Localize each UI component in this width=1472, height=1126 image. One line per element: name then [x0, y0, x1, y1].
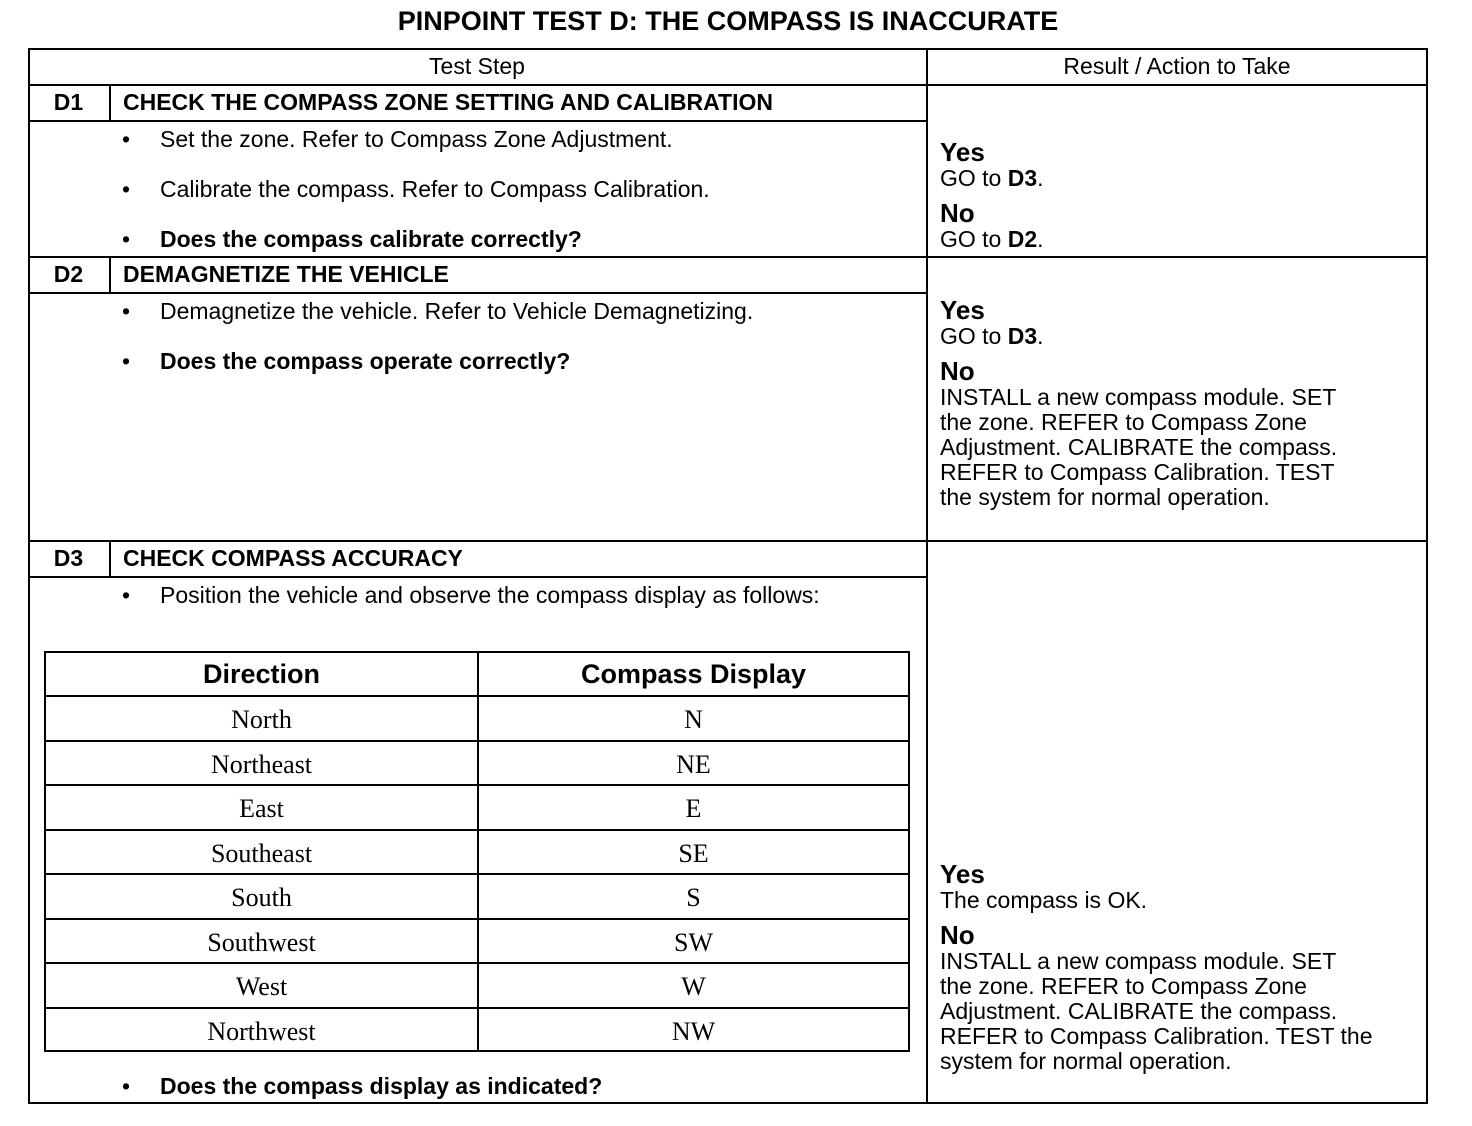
- step-title-d1: CHECK THE COMPASS ZONE SETTING AND CALIBRATION: [123, 89, 773, 115]
- bullet-question: Does the compass calibrate correctly?: [160, 226, 582, 252]
- no-action-line: the zone. REFER to Compass Zone: [940, 973, 1307, 999]
- yes-target: D3: [1007, 323, 1038, 349]
- direction-cell: Northwest: [207, 1017, 316, 1046]
- header-test-step: Test Step: [429, 53, 525, 79]
- no-label: No: [940, 920, 975, 950]
- yes-action: The compass is OK.: [940, 887, 1148, 913]
- d2-result: [940, 296, 1337, 510]
- compass-display-cell: N: [684, 705, 703, 734]
- d3-id-divider: [109, 540, 111, 578]
- step-title-d2: DEMAGNETIZE THE VEHICLE: [123, 261, 449, 287]
- direction-column-header: Direction: [202, 659, 321, 689]
- no-action-line: system for normal operation.: [940, 1048, 1232, 1074]
- no-action-line: Adjustment. CALIBRATE the compass.: [940, 434, 1338, 460]
- bullet-question: Does the compass display as indicated?: [160, 1073, 603, 1099]
- direction-cell: North: [231, 705, 292, 734]
- d2-d3-divider: [28, 540, 1428, 542]
- bullet-dot: •: [122, 1073, 131, 1099]
- yes-action: GO to D3.: [940, 323, 1044, 349]
- direction-table-row-divider: [46, 1007, 908, 1009]
- yes-prefix: GO to: [940, 165, 1008, 191]
- header-result: Result / Action to Take: [1063, 53, 1291, 79]
- bullet-text: Demagnetize the vehicle. Refer to Vehicle Demagnetizing.: [160, 298, 754, 324]
- bullet-dot: •: [122, 298, 131, 324]
- d2-title-divider: [28, 292, 927, 294]
- compass-display-cell: NW: [671, 1017, 716, 1046]
- no-action-line: the system for normal operation.: [940, 484, 1270, 510]
- direction-table-row-divider: [46, 962, 908, 964]
- bullet-dot: •: [122, 226, 131, 252]
- d1-result: [940, 138, 1044, 252]
- yes-label: Yes: [940, 295, 985, 325]
- direction-table-row-divider: [46, 829, 908, 831]
- direction-table-row-divider: [46, 784, 908, 786]
- no-action-line: INSTALL a new compass module. SET: [940, 384, 1337, 410]
- yes-label: Yes: [940, 859, 985, 889]
- no-action-line: REFER to Compass Calibration. TEST: [940, 459, 1335, 485]
- direction-table: [44, 651, 910, 1052]
- direction-table-row-divider: [46, 918, 908, 920]
- direction-table-header-divider: [46, 695, 908, 697]
- yes-target: D3: [1007, 165, 1038, 191]
- bullet-text: Position the vehicle and observe the compass display as follows:: [160, 582, 820, 608]
- yes-label: Yes: [940, 137, 985, 167]
- no-action: GO to D2.: [940, 226, 1044, 252]
- compass-display-cell: S: [686, 883, 701, 912]
- bullet-text: Calibrate the compass. Refer to Compass Calibration.: [160, 176, 710, 202]
- d2-id-divider: [109, 256, 111, 294]
- header-divider: [28, 84, 1428, 86]
- d1-id-divider: [109, 84, 111, 122]
- d1-d2-divider: [28, 256, 1428, 258]
- compass-display-cell: NE: [676, 750, 711, 779]
- d1-title-divider: [28, 120, 927, 122]
- bullet-dot: •: [122, 126, 131, 152]
- step-id-d2: D2: [53, 261, 84, 287]
- no-prefix: GO to: [940, 226, 1008, 252]
- direction-table-row-divider: [46, 873, 908, 875]
- direction-table-row-divider: [46, 740, 908, 742]
- direction-cell: East: [239, 794, 284, 823]
- no-target: D2: [1007, 226, 1038, 252]
- no-action-line: Adjustment. CALIBRATE the compass.: [940, 998, 1338, 1024]
- compass-display-column-header: Compass Display: [580, 659, 807, 689]
- yes-action: GO to D3.: [940, 165, 1044, 191]
- no-action-line: the zone. REFER to Compass Zone: [940, 409, 1307, 435]
- bullet-question: Does the compass operate correctly?: [160, 348, 571, 374]
- direction-cell: Southeast: [210, 839, 313, 868]
- direction-cell: West: [235, 972, 288, 1001]
- step-id-d3: D3: [53, 545, 84, 571]
- compass-display-cell: SW: [674, 928, 713, 957]
- d3-title-divider: [28, 576, 927, 578]
- no-label: No: [940, 198, 975, 228]
- bullet-text: Set the zone. Refer to Compass Zone Adjustment.: [160, 126, 673, 152]
- no-label: No: [940, 356, 975, 386]
- yes-prefix: GO to: [940, 323, 1008, 349]
- direction-cell: South: [231, 883, 292, 912]
- no-action-line: REFER to Compass Calibration. TEST the: [940, 1023, 1373, 1049]
- bullet-dot: •: [122, 582, 131, 608]
- d3-result: [940, 860, 1373, 1074]
- page-title: PINPOINT TEST D: THE COMPASS IS INACCURATE: [397, 6, 1059, 36]
- direction-cell: Northeast: [210, 750, 313, 779]
- bullet-dot: •: [122, 176, 131, 202]
- no-action-line: INSTALL a new compass module. SET: [940, 948, 1337, 974]
- step-title-d3: CHECK COMPASS ACCURACY: [123, 545, 463, 571]
- compass-display-cell: W: [681, 972, 706, 1001]
- compass-display-cell: SE: [678, 839, 709, 868]
- bullet-dot: •: [122, 348, 131, 374]
- direction-cell: Southwest: [207, 928, 316, 957]
- compass-display-cell: E: [685, 794, 702, 823]
- step-id-d1: D1: [53, 89, 84, 115]
